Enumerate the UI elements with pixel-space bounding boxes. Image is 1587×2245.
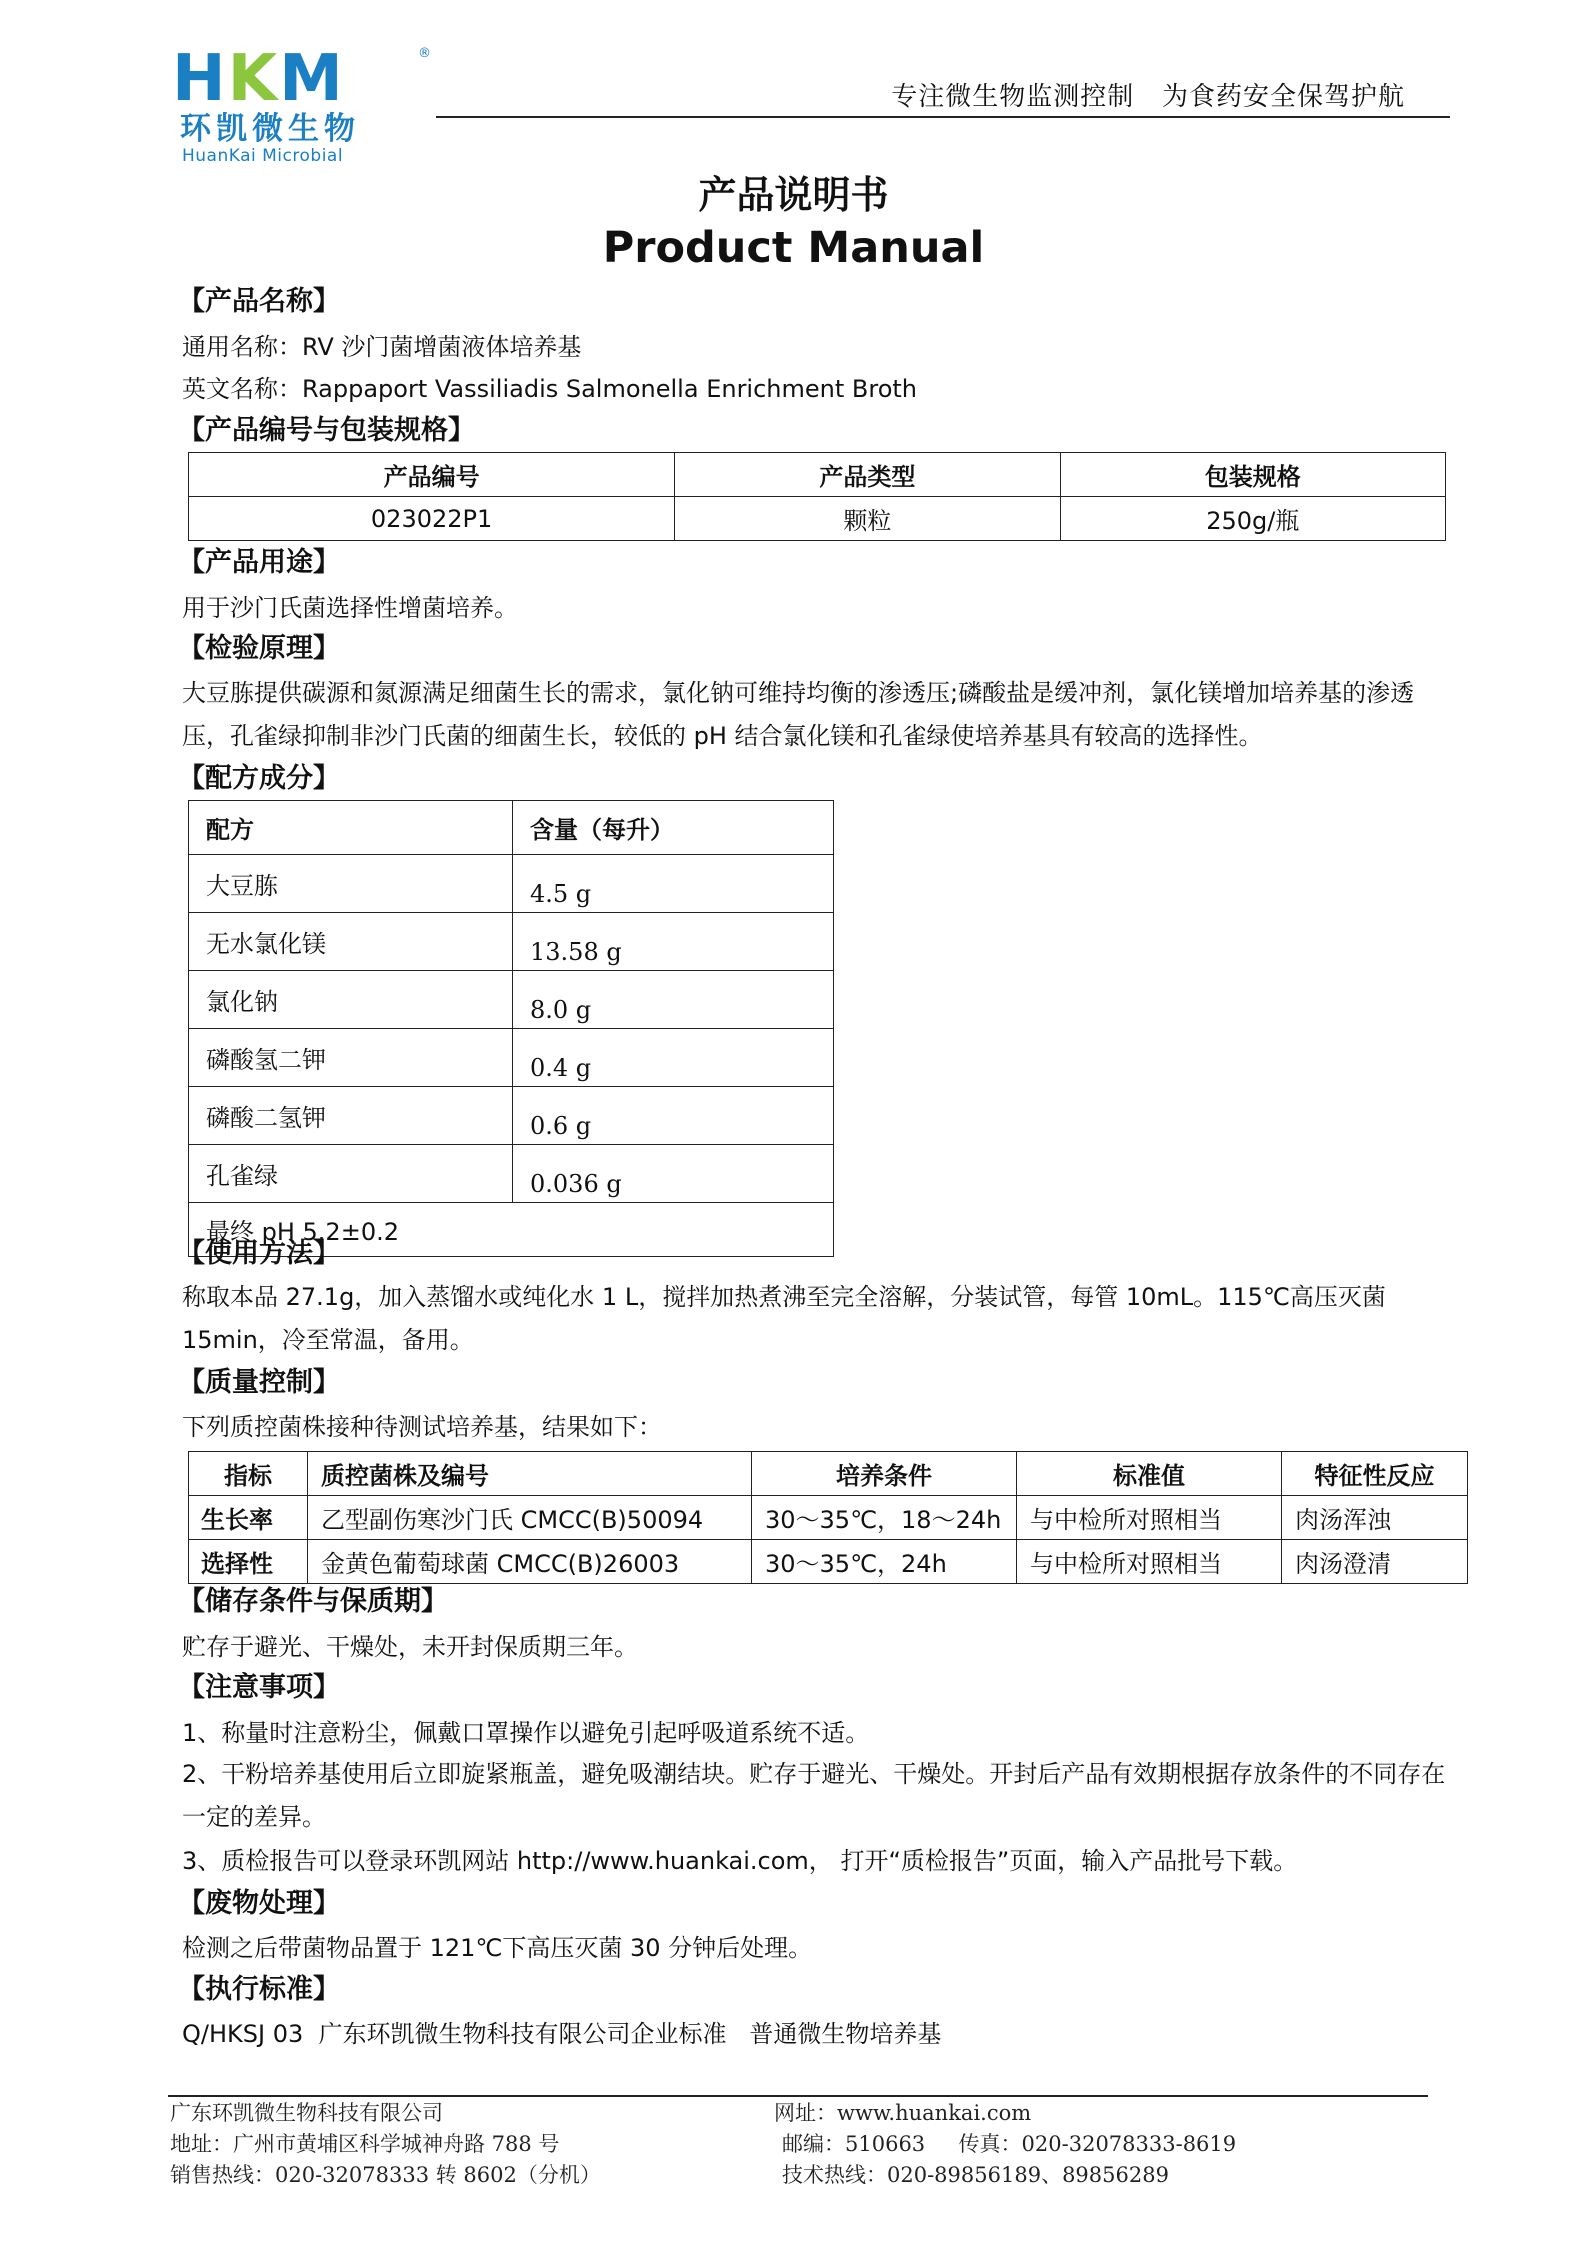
table-header-cell: 标准值 xyxy=(1017,1452,1282,1496)
product-code: 023022P1 xyxy=(189,497,675,541)
section-heading-notes: 【注意事项】 xyxy=(178,1672,340,1703)
ingredient-amount: 0.6 g xyxy=(513,1087,834,1145)
section-heading-product-name: 【产品名称】 xyxy=(178,286,340,317)
logo-chinese-name: 环凯微生物 xyxy=(180,111,360,147)
ingredient-name: 磷酸氢二钾 xyxy=(189,1029,513,1087)
method-text: 称取本品 27.1g，加入蒸馏水或纯化水 1 L，搅拌加热煮沸至完全溶解，分装试管，每管 10mL。115℃高压灭菌 15min，冷至常温，备用。 xyxy=(182,1283,1386,1354)
disposal-text: 检测之后带菌物品置于 121℃下高压灭菌 30 分钟后处理。 xyxy=(182,1934,813,1962)
package-size: 250g/瓶 xyxy=(1060,497,1445,541)
table-header-cell: 指标 xyxy=(189,1452,308,1496)
header-slogan: 专注微生物监测控制 为食药安全保驾护航 xyxy=(891,82,1405,112)
section-heading-quality: 【质量控制】 xyxy=(178,1367,340,1398)
note-item: 2、干粉培养基使用后立即旋紧瓶盖，避免吸潮结块。贮存于避光、干燥处。开封后产品有效期根据存放条件的不同存在一定的差异。 xyxy=(182,1760,1446,1831)
table-header-cell: 配方 xyxy=(189,801,513,855)
ingredient-amount: 8.0 g xyxy=(513,971,834,1029)
qc-indicator: 选择性 xyxy=(189,1540,308,1584)
qc-reaction: 肉汤浑浊 xyxy=(1282,1496,1468,1540)
qc-condition: 30～35℃，24h xyxy=(752,1540,1017,1584)
ingredient-amount: 4.5 g xyxy=(513,855,834,913)
storage-text: 贮存于避光、干燥处，未开封保质期三年。 xyxy=(182,1633,638,1661)
section-heading-formula: 【配方成分】 xyxy=(178,763,340,794)
table-header-cell: 特征性反应 xyxy=(1282,1452,1468,1496)
table-header-cell: 产品类型 xyxy=(675,453,1060,497)
ingredient-amount: 0.036 g xyxy=(513,1145,834,1203)
qc-standard: 与中检所对照相当 xyxy=(1017,1496,1282,1540)
table-header-row xyxy=(189,801,834,855)
note-item: 3、质检报告可以登录环凯网站 http://www.huankai.com， 打开“质检报告”页面，输入产品批号下载。 xyxy=(182,1847,1298,1875)
quality-intro: 下列质控菌株接种待测试培养基，结果如下： xyxy=(182,1413,662,1441)
english-name: 英文名称：Rappaport Vassiliadis Salmonella Enrichment Broth xyxy=(182,375,918,403)
section-heading-storage: 【储存条件与保质期】 xyxy=(178,1586,448,1617)
footer-website: 网址：www.huankai.com xyxy=(774,2101,1032,2125)
document-title-en: Product Manual xyxy=(602,223,985,273)
table-header-cell: 含量（每升） xyxy=(513,801,834,855)
table-row xyxy=(189,1540,1468,1584)
qc-standard: 与中检所对照相当 xyxy=(1017,1540,1282,1584)
qc-condition: 30～35℃，18～24h xyxy=(752,1496,1017,1540)
ingredient-amount: 0.4 g xyxy=(513,1029,834,1087)
footer-hotline: 销售热线：020-32078333 转 8602（分机） xyxy=(170,2163,601,2187)
company-logo xyxy=(172,44,434,166)
logo-english-name: HuanKai Microbial xyxy=(182,146,344,166)
ingredient-name: 氯化钠 xyxy=(189,971,513,1029)
qc-indicator: 生长率 xyxy=(189,1496,308,1540)
table-header-cell: 包装规格 xyxy=(1060,453,1445,497)
footer-tech-line: 技术热线：020-89856189、89856289 xyxy=(782,2163,1169,2187)
final-ph: 最终 pH 5.2±0.2 xyxy=(189,1203,834,1257)
table-row xyxy=(189,1145,834,1203)
ingredient-amount: 13.58 g xyxy=(513,913,834,971)
section-heading-principle: 【检验原理】 xyxy=(178,633,340,664)
qc-strain: 乙型副伤寒沙门氏 CMCC(B)50094 xyxy=(308,1496,752,1540)
quality-control-table xyxy=(188,1451,1468,1584)
table-row xyxy=(189,1029,834,1087)
principle-text: 大豆胨提供碳源和氮源满足细菌生长的需求，氯化钠可维持均衡的渗透压;磷酸盐是缓冲剂，氯化镁增加培养基的渗透压，孔雀绿抑制非沙门氏菌的细菌生长，较低的 pH 结合氯化镁和孔雀绿使培养基具有较高的选择性。 xyxy=(182,679,1415,750)
header-divider xyxy=(436,116,1450,118)
table-header-row xyxy=(189,1452,1468,1496)
registered-mark: ® xyxy=(418,46,431,61)
table-header-cell: 产品编号 xyxy=(189,453,675,497)
footer-postcode-fax: 邮编：510663 传真：020-32078333-8619 xyxy=(782,2132,1237,2156)
footer-divider xyxy=(168,2095,1428,2097)
document-title-cn: 产品说明书 xyxy=(698,173,889,217)
table-row xyxy=(189,1087,834,1145)
standard-text: Q/HKSJ 03 广东环凯微生物科技有限公司企业标准 普通微生物培养基 xyxy=(182,2020,942,2048)
table-header-row xyxy=(189,453,1446,497)
table-row xyxy=(189,497,1446,541)
table-row xyxy=(189,855,834,913)
formula-table xyxy=(188,800,834,1257)
packaging-table xyxy=(188,452,1446,541)
section-heading-usage: 【产品用途】 xyxy=(178,547,340,578)
ingredient-name: 孔雀绿 xyxy=(189,1145,513,1203)
table-row xyxy=(189,913,834,971)
table-row xyxy=(189,1496,1468,1540)
qc-strain: 金黄色葡萄球菌 CMCC(B)26003 xyxy=(308,1540,752,1584)
ingredient-name: 无水氯化镁 xyxy=(189,913,513,971)
qc-reaction: 肉汤澄清 xyxy=(1282,1540,1468,1584)
table-header-cell: 质控菌株及编号 xyxy=(308,1452,752,1496)
usage-text: 用于沙门氏菌选择性增菌培养。 xyxy=(182,594,518,622)
footer-address: 地址：广州市黄埔区科学城神舟路 788 号 xyxy=(170,2132,560,2156)
ingredient-name: 大豆胨 xyxy=(189,855,513,913)
table-header-cell: 培养条件 xyxy=(752,1452,1017,1496)
section-heading-disposal: 【废物处理】 xyxy=(178,1888,340,1919)
section-heading-packaging: 【产品编号与包装规格】 xyxy=(178,415,475,446)
product-type: 颗粒 xyxy=(675,497,1060,541)
generic-name: 通用名称：RV 沙门菌增菌液体培养基 xyxy=(182,333,582,361)
table-row xyxy=(189,971,834,1029)
section-heading-method: 【使用方法】 xyxy=(178,1238,340,1269)
logo-mark: HKM xyxy=(172,42,345,116)
note-item: 1、称量时注意粉尘，佩戴口罩操作以避免引起呼吸道系统不适。 xyxy=(182,1719,870,1747)
ingredient-name: 磷酸二氢钾 xyxy=(189,1087,513,1145)
footer-company: 广东环凯微生物科技有限公司 xyxy=(170,2101,443,2125)
section-heading-standard: 【执行标准】 xyxy=(178,1974,340,2005)
